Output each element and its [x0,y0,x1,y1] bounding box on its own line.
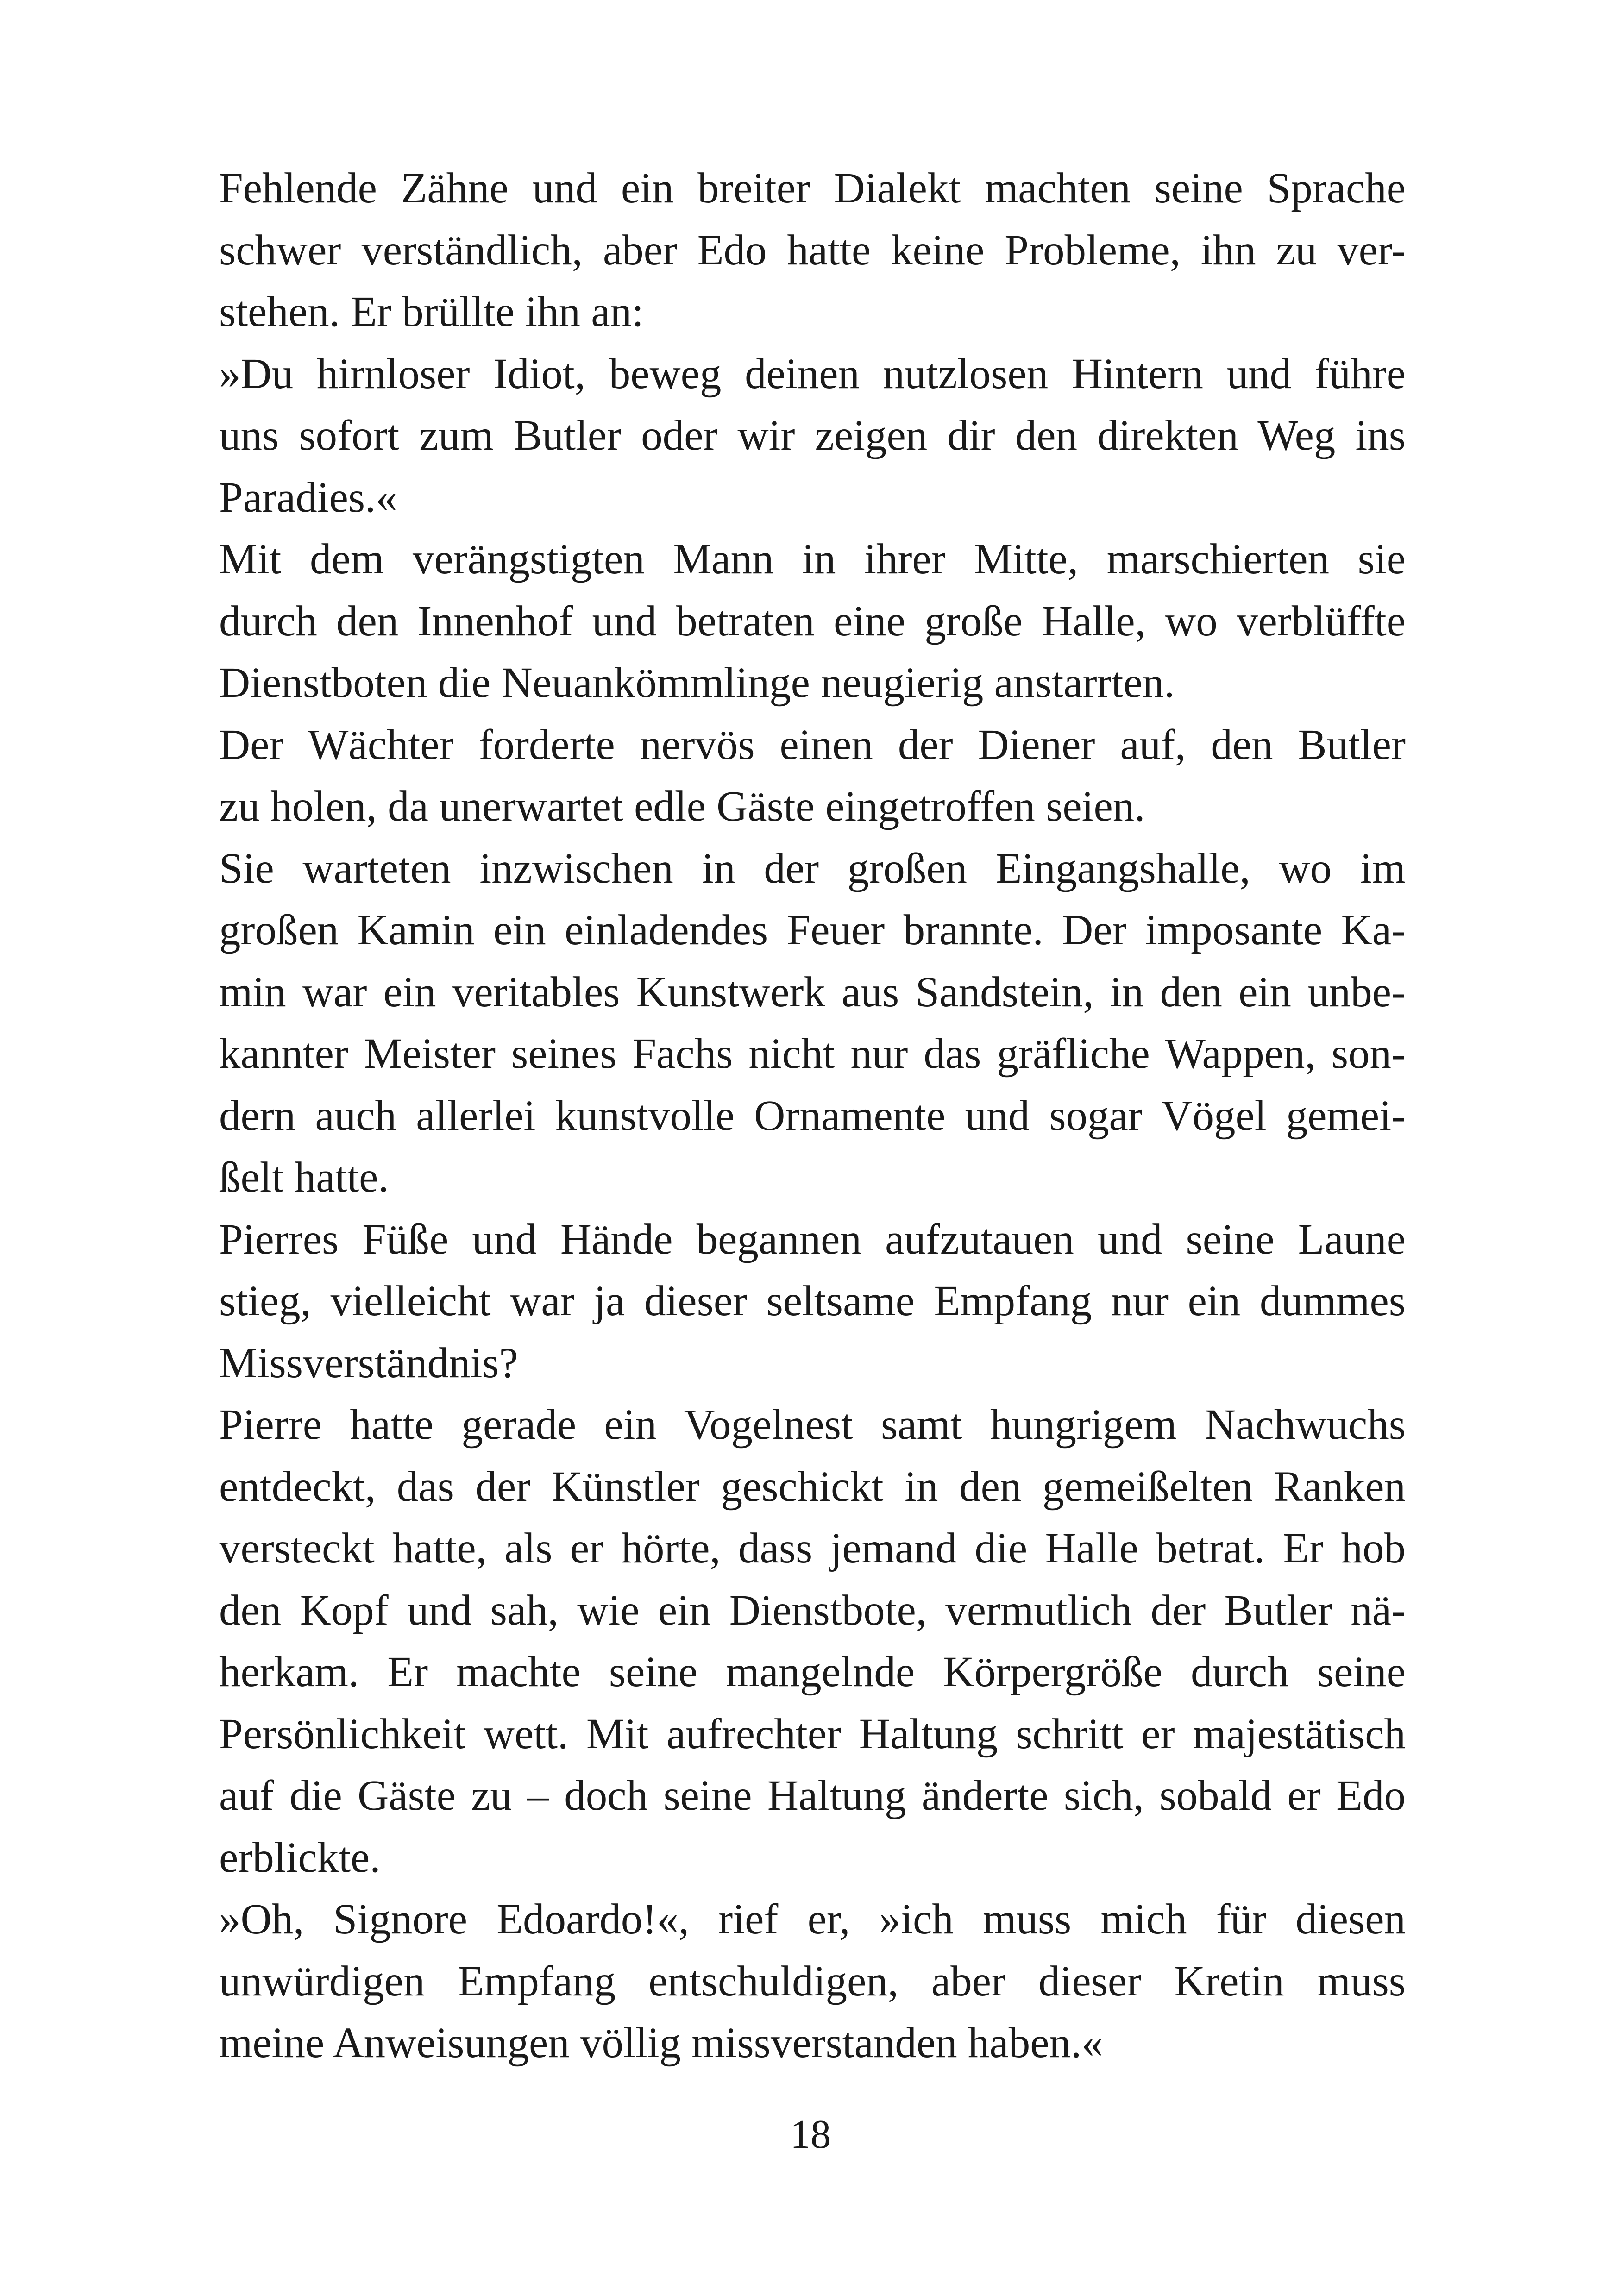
text-line: auf die Gäste zu – doch seine Haltung änderte sich, sobald er Edo [219,1772,1406,1819]
text-line: großen Kamin ein einladendes Feuer brannte. Der imposante Ka- [219,906,1406,954]
text-line: Sie warteten inzwischen in der großen Eingangshalle, wo im [219,844,1406,892]
text-line: uns sofort zum Butler oder wir zeigen dir den direkten Weg ins [219,412,1406,459]
body-text [162,157,1406,2074]
paragraph [162,528,1406,714]
text-line: meine Anweisungen völlig missverstanden haben.« [219,2019,1103,2067]
text-line: entdeckt, das der Künstler geschickt in den gemeißelten Ranken [219,1462,1406,1511]
text-line: ßelt hatte. [219,1154,389,1201]
text-line: Fehlende Zähne und ein breiter Dialekt machten seine Sprache [219,164,1406,212]
page-number: 18 [790,2112,831,2157]
text-line: »Du hirnloser Idiot, beweg deinen nutzlosen Hintern und führe [219,350,1406,398]
text-line: unwürdigen Empfang entschuldigen, aber dieser Kretin muss [219,1957,1406,2005]
text-line: herkam. Er machte seine mangelnde Körpergröße durch seine [219,1648,1406,1696]
text-line: Mit dem verängstigten Mann in ihrer Mitte, marschierten sie [219,535,1406,583]
paragraph [162,1209,1406,1394]
text-line: Dienstboten die Neuankömmlinge neugierig anstarrten. [219,659,1175,707]
text-line: stieg, vielleicht war ja dieser seltsame Empfang nur ein dummes [219,1277,1406,1325]
text-line: den Kopf und sah, wie ein Dienstbote, vermutlich der Butler nä- [219,1586,1406,1634]
text-line: Paradies.« [219,473,397,521]
text-line: min war ein veritables Kunstwerk aus Sandstein, in den ein unbe- [219,968,1406,1016]
text-line: schwer verständlich, aber Edo hatte keine Probleme, ihn zu ver- [219,226,1406,274]
text-line: Persönlichkeit wett. Mit aufrechter Haltung schritt er majestätisch [219,1710,1406,1758]
text-line: versteckt hatte, als er hörte, dass jemand die Halle betrat. Er hob [219,1524,1406,1572]
paragraph [162,343,1406,529]
paragraph [162,714,1406,838]
text-line: stehen. Er brüllte ihn an: [219,288,644,336]
text-line: Der Wächter forderte nervös einen der Diener auf, den Butler [219,721,1406,769]
text-line: dern auch allerlei kunstvolle Ornamente und sogar Vögel gemei- [219,1092,1406,1140]
text-line: Pierre hatte gerade ein Vogelnest samt hungrigem Nachwuchs [219,1401,1406,1449]
paragraph [162,157,1406,343]
text-line: erblickte. [219,1833,381,1882]
text-line: kannter Meister seines Fachs nicht nur das gräfliche Wappen, son- [219,1030,1406,1078]
text-line: Pierres Füße und Hände begannen aufzutauen und seine Laune [219,1215,1406,1263]
text-line: zu holen, da unerwartet edle Gäste eingetroffen seien. [219,783,1145,830]
text-line: durch den Innenhof und betraten eine große Halle, wo verblüffte [219,597,1406,645]
paragraph [162,1888,1406,2074]
paragraph [162,838,1406,1209]
text-line: »Oh, Signore Edoardo!«, rief er, »ich muss mich für diesen [219,1895,1406,1943]
paragraph [162,1394,1406,1888]
text-line: Missverständnis? [219,1339,518,1387]
